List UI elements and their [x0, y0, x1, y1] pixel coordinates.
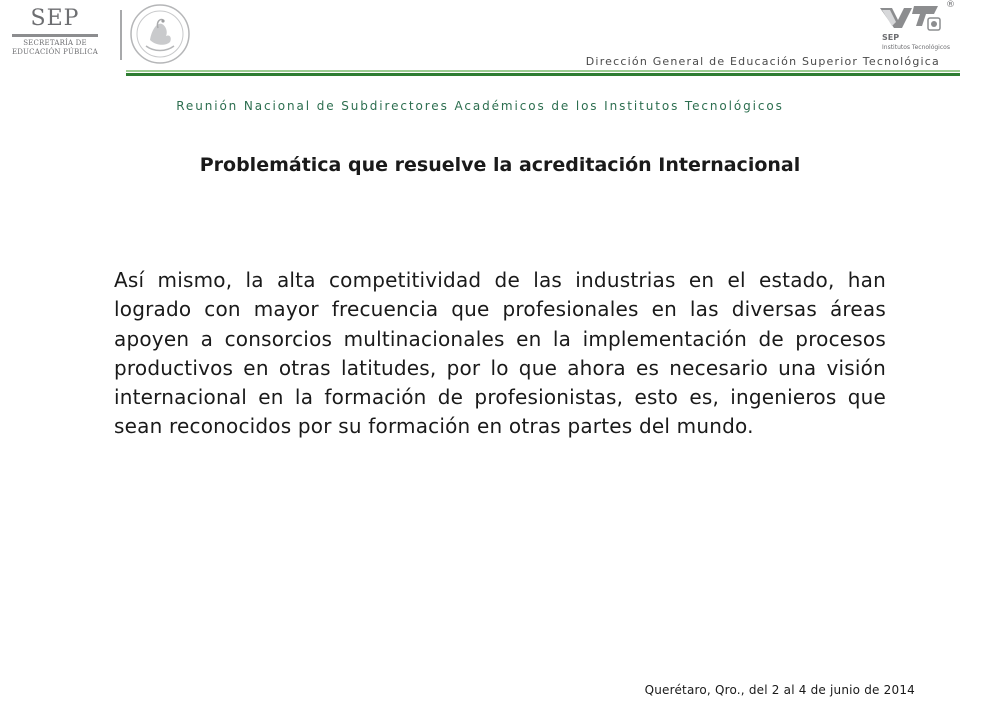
sep-logo-line2: EDUCACIÓN PÚBLICA: [11, 48, 99, 56]
slide-body-paragraph: Así mismo, la alta competitividad de las industrias en el estado, han logrado con mayor frecuencia que profesionales en las diversas áreas apoyen a consorcios multinacionales en la implementación de procesos productivos en otras latitudes, por lo que ahora es necesario una visión internacional en la formación de profesionistas, esto es, ingenieros que sean reconocidos por su formación en otras partes del mundo.: [114, 268, 886, 439]
sep-logo-subtitle: [10, 39, 100, 57]
header-rule-light: [126, 70, 960, 72]
header-rule-dark: [126, 73, 960, 76]
logo-divider: [120, 10, 122, 60]
registered-mark: ®: [946, 0, 955, 10]
footer-location-date: Querétaro, Qro., del 2 al 4 de junio de 2014: [644, 683, 915, 697]
its-logo-icon: [868, 2, 950, 54]
sep-logo-word: SEP: [30, 6, 80, 31]
its-logo-line1: SEP: [882, 33, 900, 42]
sep-logo-bar: [12, 34, 98, 37]
sep-logo-line1: SECRETARÍA DE: [23, 39, 87, 47]
dgest-header: Dirección General de Educación Superior Tecnológica: [585, 55, 940, 68]
slide-title: Problemática que resuelve la acreditación Internacional: [199, 154, 801, 176]
its-logo-line2: Institutos Tecnológicos: [882, 44, 950, 51]
event-subtitle: Reunión Nacional de Subdirectores Académicos de los Institutos Tecnológicos: [176, 99, 784, 113]
national-seal-icon: [128, 2, 192, 66]
